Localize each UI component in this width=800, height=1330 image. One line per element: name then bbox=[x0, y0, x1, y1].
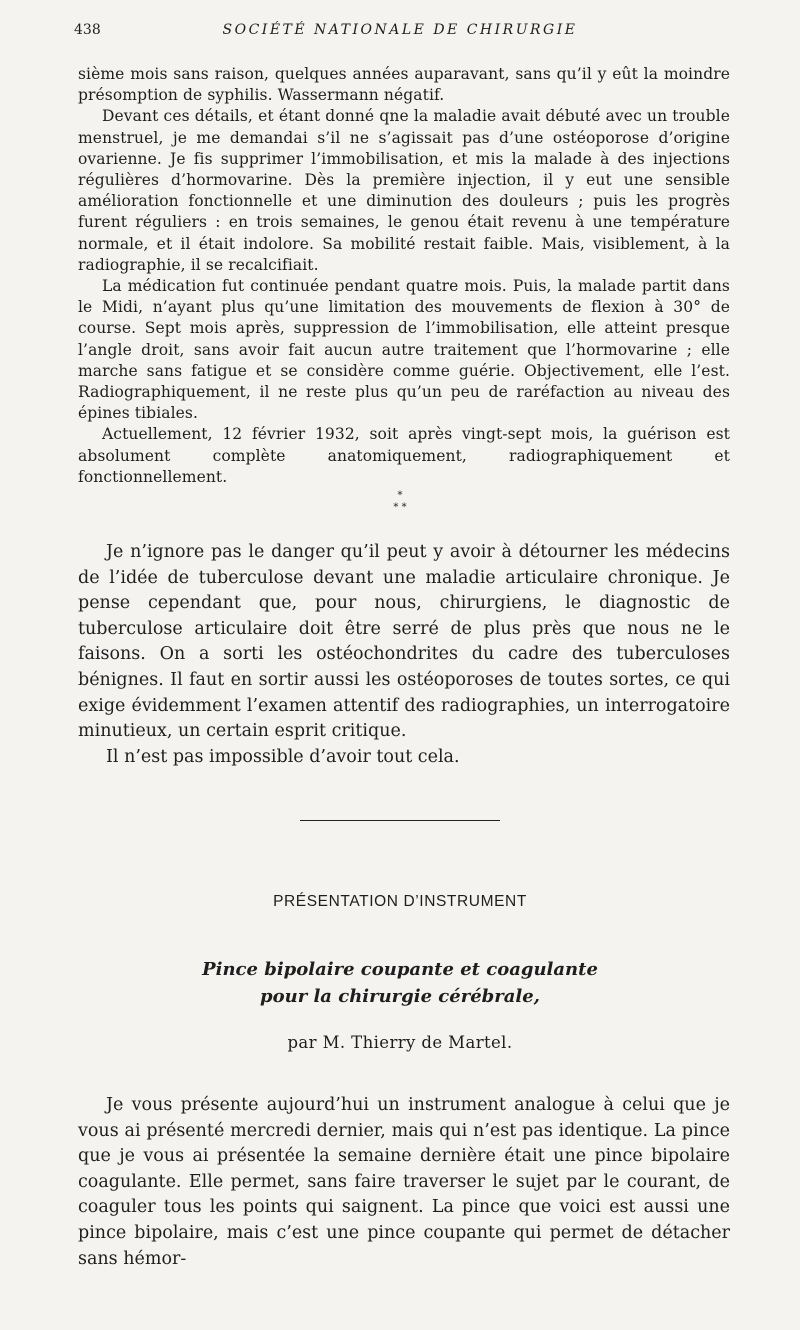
asterism-separator bbox=[0, 490, 800, 514]
section-title: PRÉSENTATION D’INSTRUMENT bbox=[273, 893, 527, 910]
asterism-bottom: * * bbox=[393, 502, 407, 513]
section-divider bbox=[300, 820, 500, 821]
author-byline: par M. Thierry de Martel. bbox=[287, 1033, 513, 1052]
conclusion-text bbox=[78, 540, 730, 770]
article-title-line-2: pour la chirurgie cérébrale, bbox=[260, 986, 540, 1007]
article-title bbox=[0, 956, 800, 1010]
paragraph: Il n’est pas impossible d’avoir tout cela. bbox=[106, 746, 460, 767]
paragraph: Je vous présente aujourd’hui un instrument analogue à celui que je vous ai présenté mercredi dernier, mais qui n’est pas identique. La pince que je vous ai présentée la semaine dernière était une pince bipolaire coagulante. Elle permet, sans faire traverser le sujet par le courant, de coaguler tous les points qui saignent. La pince que voici est aussi une pince bipolaire, mais c’est une pince coupante qui permet de détacher sans hémor- bbox=[78, 1095, 730, 1269]
page-number: 438 bbox=[74, 22, 101, 38]
article-title-line-1: Pince bipolaire coupante et coagulante bbox=[202, 959, 598, 980]
paragraph-continuation: sième mois sans raison, quelques années auparavant, sans qu’il y eût la moindre présomption de syphilis. Wassermann négatif. bbox=[78, 65, 730, 105]
paragraph: La médication fut continuée pendant quatre mois. Puis, la malade partit dans le Midi, n’ayant plus qu’une limitation des mouvements de flexion à 30° de course. Sept mois après, suppression de l’immobilisation, elle atteint presque l’angle droit, sans avoir fait aucun autre traitement que l’hormovarine ; elle marche sans fatigue et se considère comme guérie. Objectivement, elle l’est. Radiographiquement, il ne reste plus qu’un peu de raréfaction au niveau des épines tibiales. bbox=[78, 277, 730, 423]
case-report-text bbox=[78, 64, 730, 488]
running-title: SOCIÉTÉ NATIONALE DE CHIRURGIE bbox=[222, 22, 578, 38]
instrument-text bbox=[78, 1093, 730, 1272]
paragraph: Actuellement, 12 février 1932, soit après vingt-sept mois, la guérison est absolument complète anatomiquement, radiographiquement et fonctionnellement. bbox=[78, 425, 730, 486]
paragraph: Je n’ignore pas le danger qu’il peut y avoir à détourner les médecins de l’idée de tuberculose devant une maladie articulaire chronique. Je pense cependant que, pour nous, chirurgiens, le diagnostic de tuberculose articulaire doit être serré de plus près que nous ne le faisons. On a sorti les ostéochondrites du cadre des tuberculoses bénignes. Il faut en sortir aussi les ostéoporoses de toutes sortes, ce qui exige évidemment l’examen attentif des radiographies, un interrogatoire minutieux, un certain esprit critique. bbox=[78, 542, 730, 742]
asterism-top: * bbox=[397, 490, 403, 501]
page-header bbox=[0, 22, 800, 46]
paragraph: Devant ces détails, et étant donné qne la maladie avait débuté avec un trouble menstruel, je me demandai s’il ne s’agissait pas d’une ostéoporose d’origine ovarienne. Je fis supprimer l’immobilisation, et mis la malade à des injections régulières d’hormovarine. Dès la première injection, il y eut une sensible amélioration fonctionnelle et une diminution des douleurs ; puis les progrès furent réguliers : en trois semaines, le genou était revenu à une température normale, et il était indolore. Sa mobilité restait faible. Mais, visiblement, à la radiographie, il se recalcifiait. bbox=[78, 107, 730, 274]
